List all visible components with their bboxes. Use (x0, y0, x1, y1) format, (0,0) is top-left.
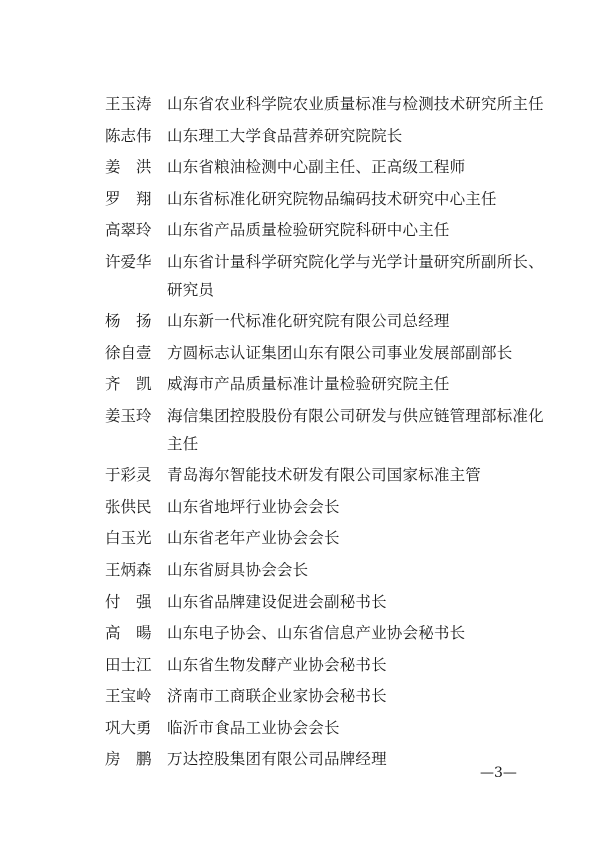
member-entry (105, 525, 545, 553)
member-organization: 山东省厨具协会会长 (167, 560, 309, 579)
member-organization: 山东理工大学食品营养研究院院长 (167, 126, 403, 145)
member-name: 杨 扬 (105, 312, 152, 331)
member-name: 罗 翔 (105, 189, 152, 208)
member-entry (105, 620, 545, 648)
member-entry (105, 715, 545, 743)
member-name: 高翠玲 (105, 221, 152, 240)
member-organization: 山东电子协会、山东省信息产业协会秘书长 (167, 624, 466, 643)
member-organization: 青岛海尔智能技术研发有限公司国家标准主管 (167, 466, 482, 485)
member-name: 徐自壹 (105, 343, 152, 362)
member-organization: 山东省品牌建设促进会副秘书长 (167, 592, 387, 611)
member-name: 张供民 (105, 497, 152, 516)
member-entry (105, 217, 545, 245)
member-organization: 万达控股集团有限公司品牌经理 (167, 750, 387, 769)
member-entry (105, 186, 545, 214)
member-organization: 山东省计量科学研究院化学与光学计量研究所副所长、研究员 (167, 252, 544, 299)
member-name: 王玉涛 (105, 95, 152, 113)
member-entry (105, 403, 545, 458)
member-organization: 海信集团控股股份有限公司研发与供应链管理部标准化主任 (167, 406, 544, 453)
member-name: 白玉光 (105, 529, 152, 548)
member-entry (105, 308, 545, 336)
member-entry (105, 249, 545, 304)
member-name: 姜 洪 (105, 158, 152, 177)
member-entry (105, 494, 545, 522)
member-organization: 山东省地坪行业协会会长 (167, 497, 340, 516)
member-organization: 山东省标准化研究院物品编码技术研究中心主任 (167, 189, 497, 208)
member-name: 巩大勇 (105, 718, 152, 737)
member-organization: 山东省产品质量检验研究院科研中心主任 (167, 221, 450, 240)
member-name: 许爱华 (105, 252, 152, 271)
member-organization: 山东省老年产业协会会长 (167, 529, 340, 548)
member-entry (105, 154, 545, 182)
member-organization: 临沂市食品工业协会会长 (167, 718, 340, 737)
member-entry (105, 91, 545, 119)
member-organization: 方圆标志认证集团山东有限公司事业发展部副部长 (167, 343, 513, 362)
member-organization: 山东省粮油检测中心副主任、正高级工程师 (167, 158, 466, 177)
member-entry (105, 371, 545, 399)
member-name: 田士江 (105, 655, 152, 674)
member-name: 王宝岭 (105, 687, 152, 706)
member-organization: 山东新一代标准化研究院有限公司总经理 (167, 312, 450, 331)
member-name: 房 鹏 (105, 750, 152, 769)
member-organization: 济南市工商联企业家协会秘书长 (167, 687, 387, 706)
member-name: 付 强 (105, 592, 152, 611)
member-name: 高 暘 (105, 624, 152, 643)
member-name: 王炳森 (105, 560, 152, 579)
member-entry (105, 340, 545, 368)
member-entry (105, 683, 545, 711)
member-entry (105, 589, 545, 617)
member-entry (105, 652, 545, 680)
page-number: —3— (480, 765, 517, 781)
member-organization: 威海市产品质量标准计量检验研究院主任 (167, 375, 450, 394)
member-name: 陈志伟 (105, 126, 152, 145)
member-entry (105, 462, 545, 490)
member-organization: 山东省农业科学院农业质量标准与检测技术研究所主任 (167, 95, 544, 113)
member-roster (105, 91, 545, 778)
member-entry (105, 557, 545, 585)
member-entry (105, 746, 545, 774)
member-organization: 山东省生物发酵产业协会秘书长 (167, 655, 387, 674)
member-name: 于彩灵 (105, 466, 152, 485)
member-entry (105, 123, 545, 151)
member-name: 姜玉玲 (105, 406, 152, 425)
member-name: 齐 凯 (105, 375, 152, 394)
